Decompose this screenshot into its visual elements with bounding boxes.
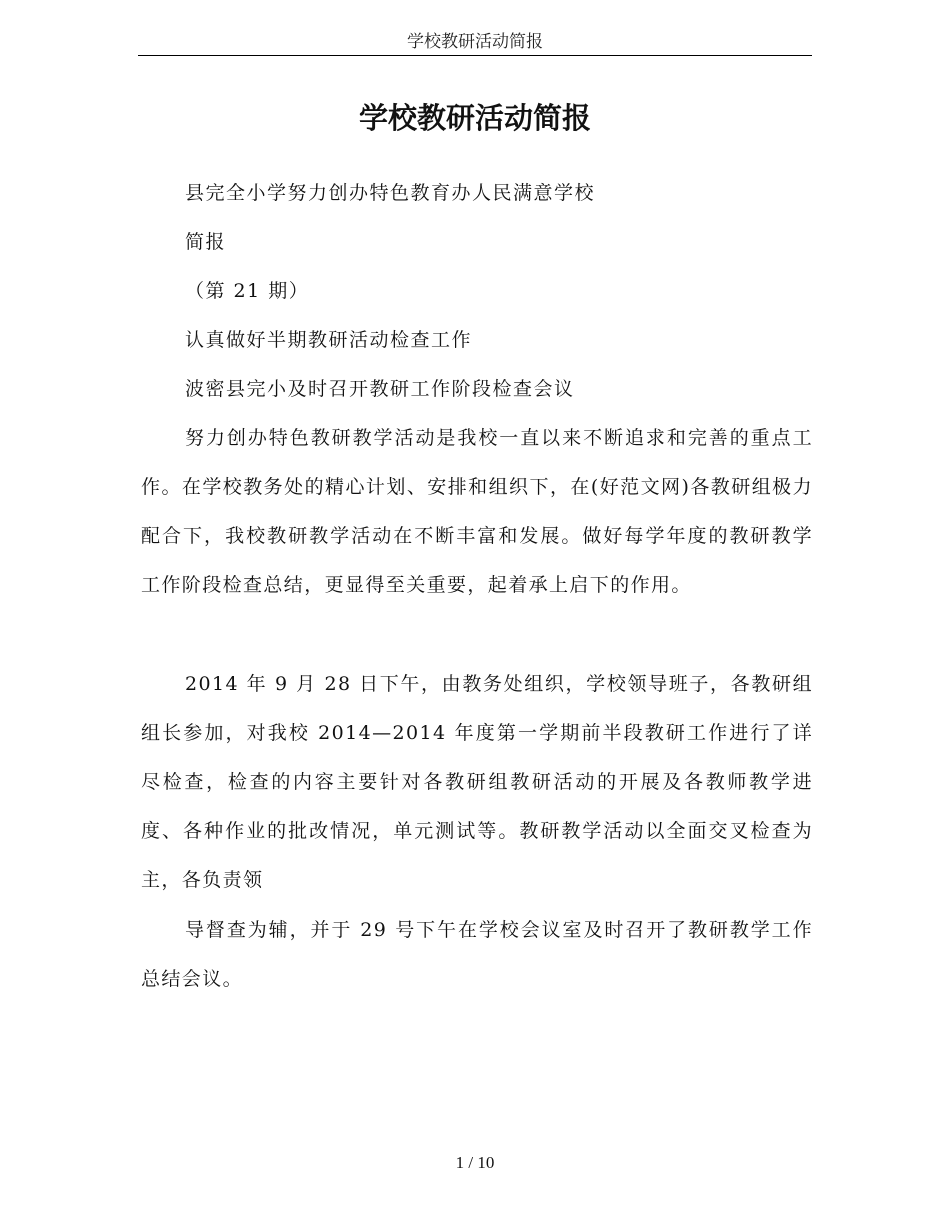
- body-paragraph: 导督查为辅，并于 29 号下午在学校会议室及时召开了教研教学工作总结会议。: [141, 919, 813, 990]
- header-divider: [138, 55, 812, 56]
- page-number: 1 / 10: [455, 1153, 495, 1172]
- running-header: 学校教研活动简报: [407, 32, 543, 52]
- bulletin-label: 简报: [185, 231, 227, 253]
- document-title: 学校教研活动简报: [358, 101, 591, 135]
- body-paragraph: 努力创办特色教研教学活动是我校一直以来不断追求和完善的重点工作。在学校教务处的精心计划、安排和组织下，在(好范文网)各教研组极力配合下，我校教研教学活动在不断丰富和发展。做好每学年度的教研教学工作阶段检查总结，更显得至关重要，起着承上启下的作用。: [141, 427, 813, 596]
- subtitle-line: 县完全小学努力创办特色教育办人民满意学校: [185, 182, 596, 204]
- issue-number: （第 21 期）: [185, 280, 310, 302]
- headline-1: 认真做好半期教研活动检查工作: [185, 329, 473, 351]
- headline-2: 波密县完小及时召开教研工作阶段检查会议: [185, 378, 575, 400]
- body-paragraph: 2014 年 9 月 28 日下午，由教务处组织，学校领导班子，各教研组组长参加，对我校 2014—2014 年度第一学期前半段教研工作进行了详尽检查，检查的内容主要针对各教研组教研活动的开展及各教师教学进度、各种作业的批改情况，单元测试等。教研教学活动以全面交叉检查为主，各负责领: [141, 673, 813, 891]
